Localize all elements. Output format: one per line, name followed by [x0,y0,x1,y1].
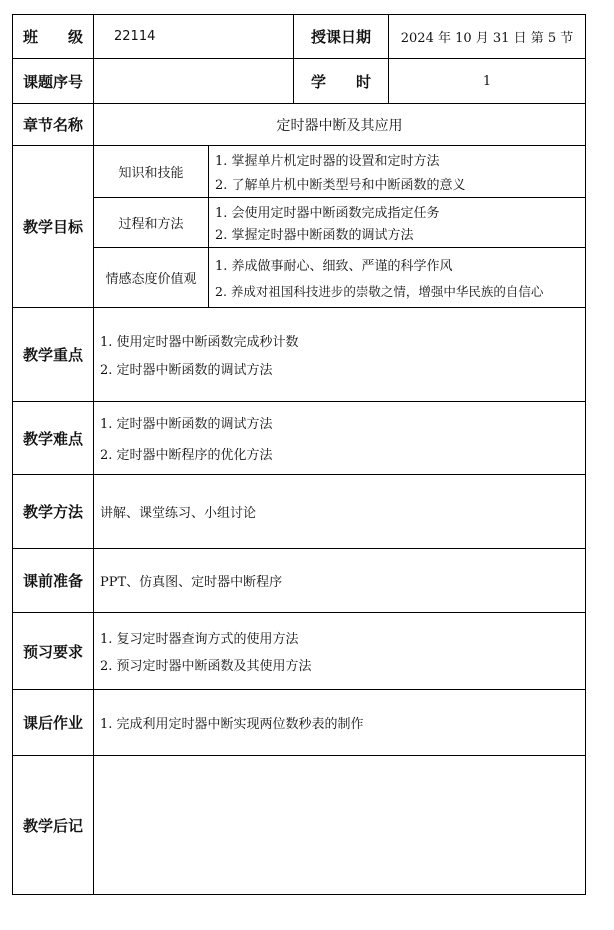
objective-group-items [209,248,585,308]
seq-value [94,59,294,104]
lesson-plan-table [12,14,586,895]
class-value: 22114 [94,15,294,59]
list-item: 1. 使用定时器中断函数完成秒计数 [100,335,299,350]
list-item: 2. 定时器中断函数的调试方法 [100,363,273,378]
objective-group-name: 情感态度价值观 [94,248,209,308]
chapter-label: 章节名称 [13,104,94,146]
list-item: 2. 定时器中断程序的优化方法 [100,447,273,463]
methods-label: 教学方法 [13,475,94,549]
objective-group-items [209,146,585,198]
list-item: 2. 预习定时器中断函数及其使用方法 [100,659,312,675]
hours-label: 学 时 [294,59,389,104]
objectives-label: 教学目标 [13,146,94,308]
list-item: 1. 完成利用定时器中断实现两位数秒表的制作 [100,717,364,732]
homework-label: 课后作业 [13,690,94,756]
notes-label: 教学后记 [13,756,94,894]
preview-label: 预习要求 [13,613,94,690]
list-item: 1. 会使用定时器中断函数完成指定任务 [215,205,440,221]
list-item: 1. 养成做事耐心、细致、严谨的科学作风 [215,259,453,275]
list-item: 1. 定时器中断函数的调试方法 [100,417,273,433]
hours-value: 1 [389,59,585,104]
key-points-label: 教学重点 [13,308,94,402]
list-item: 1. 掌握单片机定时器的设置和定时方法 [215,154,440,170]
objective-group-items [209,198,585,248]
homework-content [94,690,585,756]
chapter-value: 定时器中断及其应用 [94,104,585,146]
preparation-label: 课前准备 [13,549,94,613]
class-label: 班 级 [13,15,94,59]
key-points-content [94,308,585,402]
list-item: 2. 了解单片机中断类型号和中断函数的意义 [215,177,466,193]
list-item: 2. 掌握定时器中断函数的调试方法 [215,228,414,244]
objective-group-name: 知识和技能 [94,146,209,198]
objective-group-name: 过程和方法 [94,198,209,248]
methods-content: 讲解、课堂练习、小组讨论 [94,475,585,549]
date-label: 授课日期 [294,15,389,59]
date-value: 2024 年 10 月 31 日 第 5 节 [389,15,585,59]
notes-content [94,756,585,894]
preview-content [94,613,585,690]
difficulties-content [94,402,585,475]
list-item: 1. 复习定时器查询方式的使用方法 [100,631,299,647]
seq-label: 课题序号 [13,59,94,104]
list-item: 2. 养成对祖国科技进步的崇敬之情，增强中华民族的自信心 [215,283,544,299]
difficulties-label: 教学难点 [13,402,94,475]
preparation-content: PPT、仿真图、定时器中断程序 [94,549,585,613]
